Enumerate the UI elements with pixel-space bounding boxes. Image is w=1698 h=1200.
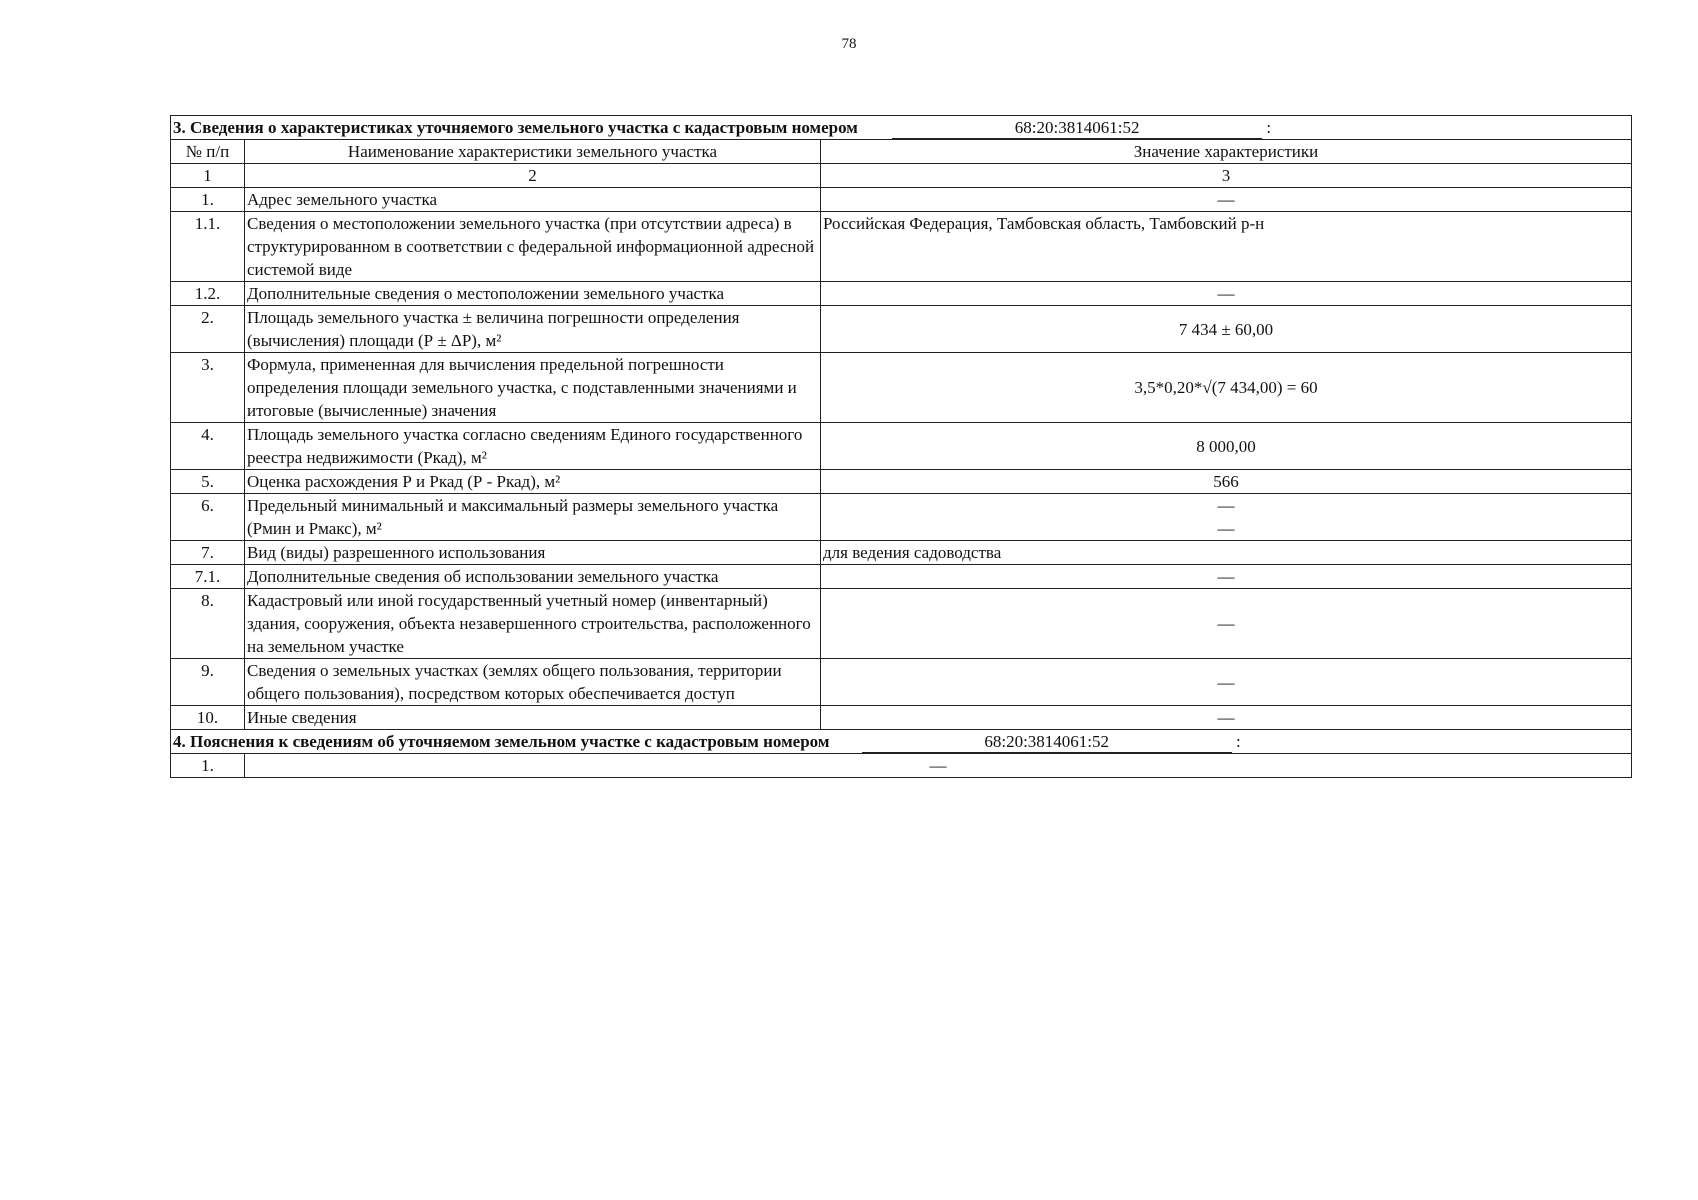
row-number: 7. [171,541,245,565]
section-4-title-cell [171,730,1632,754]
section-4-row-value: — [245,754,1632,778]
row-value: — [821,589,1632,659]
header-value: Значение характеристики [821,140,1632,164]
header-number-1: 1 [171,164,245,188]
table-row [171,353,1632,423]
row-number: 8. [171,589,245,659]
row-name: Вид (виды) разрешенного использования [245,541,821,565]
row-value-min: — [1217,496,1235,515]
land-characteristics-table [170,115,1632,778]
table-row [171,494,1632,541]
table-row [171,423,1632,470]
row-value: 8 000,00 [821,423,1632,470]
row-number: 9. [171,659,245,706]
column-header-row [171,140,1632,164]
table-row [171,470,1632,494]
section-4-row-number: 1. [171,754,245,778]
row-value-max: — [1217,519,1235,538]
row-number: 2. [171,306,245,353]
row-number: 1.2. [171,282,245,306]
row-number: 1. [171,188,245,212]
section-3-title-cell [171,116,1632,140]
header-number-2: 2 [245,164,821,188]
row-name: Адрес земельного участка [245,188,821,212]
section-4-cadastral-number: 68:20:3814061:52 [862,732,1232,753]
row-value: — [821,282,1632,306]
row-number: 5. [171,470,245,494]
section-4-title-row [171,730,1632,754]
section-4-row [171,754,1632,778]
row-name: Площадь земельного участка ± величина погрешности определения (вычисления) площади (Р ± ΔР), м² [245,306,821,353]
row-name: Дополнительные сведения об использовании земельного участка [245,565,821,589]
row-name: Предельный минимальный и максимальный размеры земельного участка (Рмин и Рмакс), м² [245,494,821,541]
row-number: 4. [171,423,245,470]
row-name: Сведения о местоположении земельного участка (при отсутствии адреса) в структурированном в соответствии с федеральной информационной адресной системой виде [245,212,821,282]
row-value: — [821,188,1632,212]
section-3-cadastral-number: 68:20:3814061:52 [892,118,1262,139]
table-row [171,541,1632,565]
header-name: Наименование характеристики земельного участка [245,140,821,164]
row-value [821,494,1632,541]
row-number: 10. [171,706,245,730]
row-value: — [821,659,1632,706]
table-row [171,212,1632,282]
table-row [171,306,1632,353]
row-name: Иные сведения [245,706,821,730]
section-3-title-row [171,116,1632,140]
table-row [171,565,1632,589]
row-value: — [821,565,1632,589]
column-number-row [171,164,1632,188]
section-4-suffix: : [1235,732,1241,751]
row-value: — [821,706,1632,730]
table-row [171,589,1632,659]
row-number: 6. [171,494,245,541]
row-name: Кадастровый или иной государственный учетный номер (инвентарный) здания, сооружения, объекта незавершенного строительства, расположенного на земельном участке [245,589,821,659]
row-name: Формула, примененная для вычисления предельной погрешности определения площади земельного участка, с подставленными значениями и итоговые (вычисленные) значения [245,353,821,423]
header-num: № п/п [171,140,245,164]
row-number: 7.1. [171,565,245,589]
row-name: Дополнительные сведения о местоположении земельного участка [245,282,821,306]
row-value: для ведения садоводства [821,541,1632,565]
row-value: 566 [821,470,1632,494]
row-number: 3. [171,353,245,423]
row-value: Российская Федерация, Тамбовская область, Тамбовский р-н [821,212,1632,282]
row-value: 7 434 ± 60,00 [821,306,1632,353]
table-row [171,706,1632,730]
row-name: Сведения о земельных участках (землях общего пользования, территории общего пользования), посредством которых обеспечивается доступ [245,659,821,706]
section-3-title: 3. Сведения о характеристиках уточняемого земельного участка с кадастровым номером [173,118,858,137]
section-4-title: 4. Пояснения к сведениям об уточняемом земельном участке с кадастровым номером [173,732,830,751]
table-row [171,659,1632,706]
section-3-suffix: : [1266,118,1272,137]
row-name: Оценка расхождения Р и Ркад (Р - Ркад), м² [245,470,821,494]
row-number: 1.1. [171,212,245,282]
page-number: 78 [841,36,857,52]
header-number-3: 3 [821,164,1632,188]
table-row [171,188,1632,212]
row-value: 3,5*0,20*√(7 434,00) = 60 [821,353,1632,423]
row-name: Площадь земельного участка согласно сведениям Единого государственного реестра недвижимости (Ркад), м² [245,423,821,470]
table-row [171,282,1632,306]
